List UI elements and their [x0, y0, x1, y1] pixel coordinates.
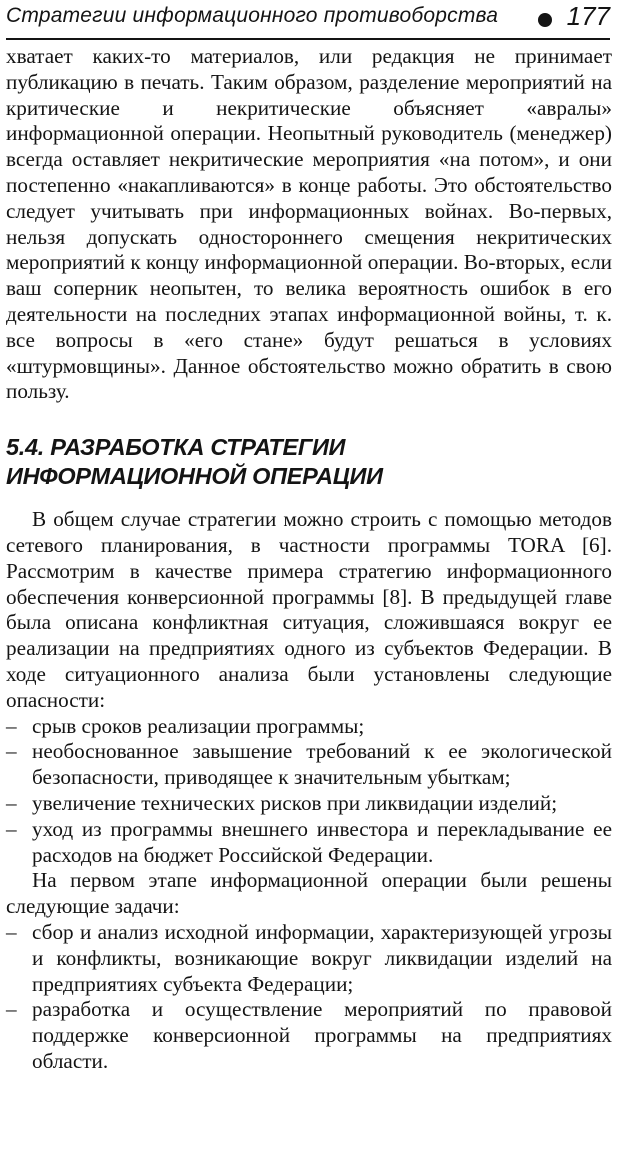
list-item: – необоснованное завышение требований к ее экологической безопасности, приводящее к значительным убыткам; — [6, 739, 612, 790]
paragraph-intro: В общем случае стратегии можно строить с помощью методов сетевого планирования, в частности программы TORA [6]. Рассмотрим в качестве примера стратегию информационного обеспечения конверсионной программы [8]. В предыдущей главе была описана конфликтная ситуация, сложившаяся вокруг ее реализации на предприятиях одного из субъектов Федерации. В ходе ситуационного анализа были установлены следующие опасности: — [6, 507, 612, 712]
page-number: 177 — [566, 1, 610, 31]
list-dash: – — [6, 919, 17, 944]
list-dash: – — [6, 713, 17, 738]
running-title: Стратегии информационного противоборства — [6, 4, 499, 27]
list-item: – сбор и анализ исходной информации, характеризующей угрозы и конфликты, возникающие вокруг ликвидации изделий на предприятиях субъекта Федерации; — [6, 919, 612, 996]
section-heading-line-1: 5.4. РАЗРАБОТКА СТРАТЕГИИ — [6, 434, 346, 461]
paragraph-continuation: хватает каких-то материалов, или редакция не принимает публикацию в печать. Таким образом, разделение мероприятий на критические и некритические объясняет «авралы» информационной операции. Неопытный руководитель (менеджер) всегда оставляет некритические мероприятия «на потом», и они постепенно «накапливаются» в конце работы. Это обстоятельство следует учитывать при информационных войнах. Во-первых, нельзя допускать одностороннего смещения некритических мероприятий к концу информационной операции. Во-вторых, если ваш соперник неопытен, то велика вероятность ошибок в его деятельности на последних этапах информационной войны, т. к. все вопросы в «его стане» будут решаться в условиях «штурмовщины». Данное обстоятельство можно обратить в свою пользу. — [6, 44, 612, 404]
page-body — [6, 44, 612, 1075]
list-dash: – — [6, 739, 17, 764]
running-header — [6, 0, 610, 40]
list-dash: – — [6, 997, 17, 1022]
list-dash: – — [6, 790, 17, 815]
list-item: – разработка и осуществление мероприятий по правовой поддержке конверсионной программы на предприятиях области. — [6, 997, 612, 1073]
list-dash: – — [6, 816, 17, 841]
section-heading-line-2: ИНФОРМАЦИОННОЙ ОПЕРАЦИИ — [6, 463, 383, 490]
section-heading — [6, 433, 612, 491]
tasks-list — [6, 920, 612, 1075]
header-bullet-icon — [538, 13, 552, 27]
list-item: – увеличение технических рисков при ликвидации изделий; — [6, 790, 558, 815]
dangers-list — [6, 714, 612, 869]
list-item: – срыв сроков реализации программы; — [6, 713, 365, 738]
paragraph-tasks-intro: На первом этапе информационной операции были решены следующие задачи: — [6, 868, 612, 919]
list-item: – уход из программы внешнего инвестора и перекладывание ее расходов на бюджет Российской Федерации. — [6, 816, 612, 867]
